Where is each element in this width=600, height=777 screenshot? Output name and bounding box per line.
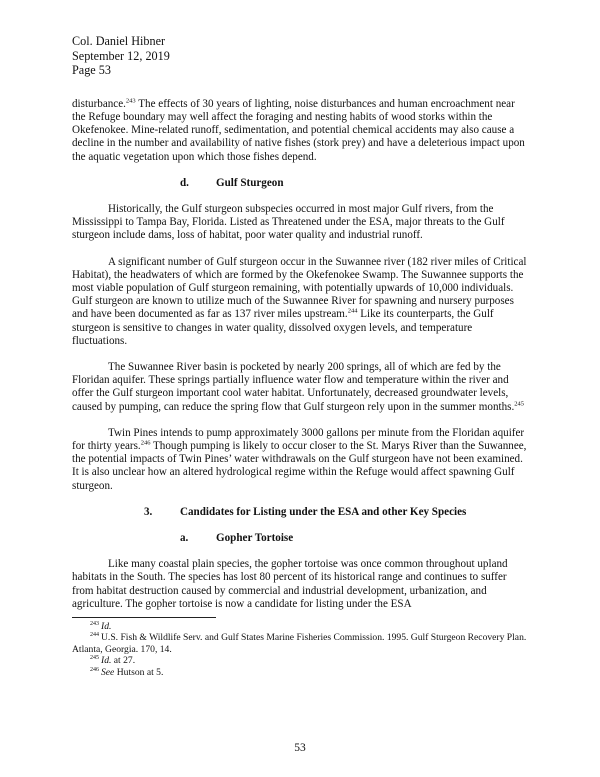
footnotes	[72, 621, 528, 678]
heading-number: 3.	[144, 505, 153, 518]
paragraph-text: Though pumping is likely to occur closer to the St. Marys River than the Suwannee, the potential impacts of Twin Pines’ water withdrawals on the Gulf sturgeon have not been examined. It is also unclear how an altered hydrological regime within the Refuge would affect spawning Gulf sturgeon.	[72, 440, 527, 492]
paragraph-wood-stork	[72, 98, 528, 164]
paragraph-text: A significant number of Gulf sturgeon occur in the Suwannee river (182 river miles of Critical Habitat), the headwaters of which are formed by the Okefenokee Swamp. The Suwannee supports the most viable population of Gulf sturgeon remaining, with potentially upwards of 10,000 individuals. Gulf sturgeon are known to utilize much of the Suwannee River for spawning and nursery purposes and have been documented as far as 137 river miles upstream.	[72, 255, 527, 321]
paragraph-pumping	[72, 427, 528, 493]
paragraph-history: Historically, the Gulf sturgeon subspecies occurred in most major Gulf rivers, from the Mississippi to Tampa Bay, Florida. Listed as Threatened under the ESA, major threats to the Gulf sturgeon include dams, loss of habitat, poor water quality and industrial runoff.	[72, 203, 505, 242]
section-heading-gopher-tortoise	[72, 532, 528, 545]
heading-number: d.	[180, 176, 189, 189]
footnote-243	[72, 621, 528, 632]
paragraph-text: The Suwannee River basin is pocketed by nearly 200 springs, all of which are fed by the Floridan aquifer. These springs partially influence water flow and temperature within the river and offer the Gulf sturgeon important cool water habitat. Unfortunately, decreased groundwater levels, caused by pumping, can reduce the spring flow that Gulf sturgeon rely upon in the summer months.	[72, 361, 515, 413]
heading-text: Candidates for Listing under the ESA and other Key Species	[180, 505, 467, 518]
footnote-number: 245	[90, 655, 99, 662]
footnote-ref[interactable]: 246	[140, 439, 151, 447]
letter-date: September 12, 2019	[72, 48, 170, 63]
footnote-text: Hutson at 5.	[114, 666, 164, 678]
footnote-ref[interactable]: 245	[514, 399, 524, 407]
footnote-245	[72, 655, 528, 666]
footnote-divider	[72, 617, 216, 618]
footnote-244	[72, 632, 528, 655]
footnote-number: 244	[90, 632, 99, 639]
footnote-italic: Id.	[101, 655, 112, 667]
footnote-246	[72, 667, 528, 678]
paragraph-text: Like its counterparts, the Gulf sturgeon is sensitive to changes in water quality, dissolved oxygen levels, and temperature fluctuations.	[72, 308, 494, 347]
footnote-text: U.S. Fish & Wildlife Serv. and Gulf States Marine Fisheries Commission. 1995. Gulf Sturgeon Recovery Plan. Atlanta, Georgia. 170, 14.	[72, 632, 527, 655]
paragraph-springs	[72, 361, 528, 414]
section-heading-candidates	[72, 506, 528, 519]
footnote-italic: See	[101, 666, 115, 678]
footnote-number: 246	[90, 666, 99, 673]
paragraph-text: Twin Pines intends to pump approximately 3000 gallons per minute from the Floridan aquifer for thirty years.	[72, 426, 525, 453]
letter-header	[72, 34, 528, 78]
paragraph-text: The effects of 30 years of lighting, noise disturbances and human encroachment near the Refuge boundary may well affect the foraging and nesting habits of wood storks within the Okefenokee. Mine-related runoff, sedimentation, and potential chemical accidents may also cause a decline in the number and availability of native fishes (stork prey) and have a deleterious impact upon the aquatic vegetation upon which those fishes depend.	[72, 97, 525, 163]
page-number: 53	[294, 742, 306, 754]
footnote-text: at 27.	[111, 655, 136, 667]
heading-text: Gulf Sturgeon	[216, 176, 284, 189]
heading-text: Gopher Tortoise	[216, 532, 294, 545]
page-label: Page 53	[72, 63, 111, 78]
paragraph-gopher-tortoise: Like many coastal plain species, the gopher tortoise was once common throughout upland habitats in the South. The species has lost 80 percent of its historical range and continues to suffer from habitat destruction caused by commercial and industrial development, urbanization, and agriculture. The gopher tortoise is now a candidate for listing under the ESA	[72, 558, 508, 610]
paragraph-text: disturbance.	[72, 97, 126, 110]
footnote-ref[interactable]: 244	[347, 307, 358, 315]
section-heading-gulf-sturgeon	[72, 177, 528, 190]
footnote-number: 243	[90, 620, 99, 627]
heading-number: a.	[180, 532, 189, 545]
footnote-ref[interactable]: 243	[125, 97, 136, 105]
recipient-name: Col. Daniel Hibner	[72, 34, 166, 48]
paragraph-suwannee	[72, 256, 528, 348]
footnote-italic: Id.	[101, 621, 112, 633]
